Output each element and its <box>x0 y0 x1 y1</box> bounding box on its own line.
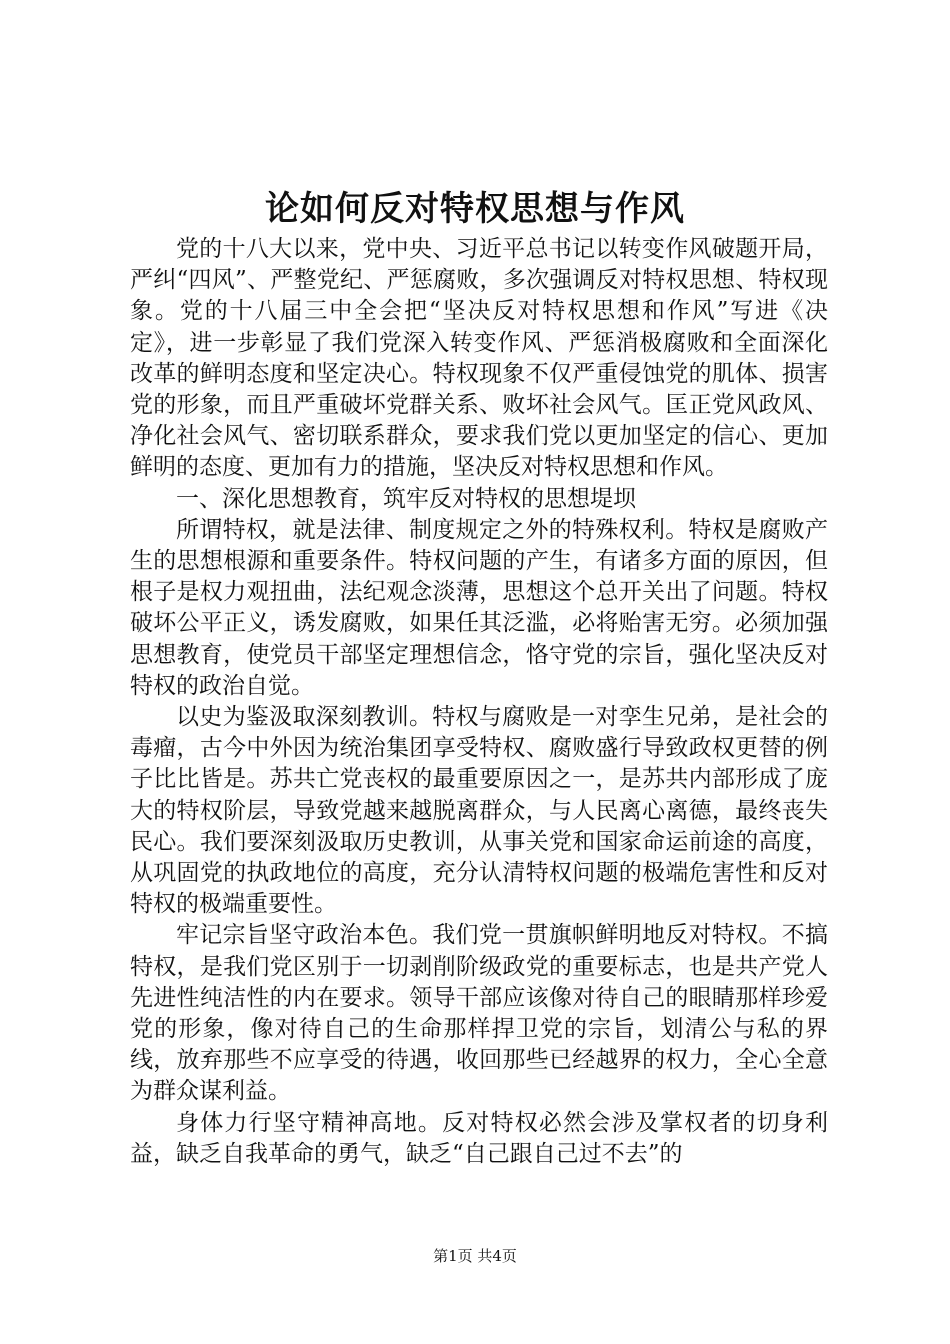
paragraph-practice: 身体力行坚守精神高地。反对特权必然会涉及掌权者的切身利益，缺乏自我革命的勇气，缺乏“自己跟自己过不去”的 <box>130 1109 828 1167</box>
page-number-footer: 第1页 共4页 <box>433 1247 517 1265</box>
paragraph-history: 以史为鉴汲取深刻教训。特权与腐败是一对孪生兄弟，是社会的毒瘤，古今中外因为统治集团享受特权、腐败盛行导致政权更替的例子比比皆是。苏共亡党丧权的最重要原因之一，是苏共内部形成了庞大的特权阶层，导致党越来越脱离群众，与人民离心离德，最终丧失民心。我们要深刻汲取历史教训，从事关党和国家命运前途的高度，从巩固党的执政地位的高度，充分认清特权问题的极端危害性和反对特权的极端重要性。 <box>130 704 828 918</box>
paragraph-definition: 所谓特权，就是法律、制度规定之外的特殊权利。特权是腐败产生的思想根源和重要条件。特权问题的产生，有诸多方面的原因，但根子是权力观扭曲，法纪观念淡薄，思想这个总开关出了问题。特权破坏公平正义，诱发腐败，如果任其泛滥，必将贻害无穷。必须加强思想教育，使党员干部坚定理想信念，恪守党的宗旨，强化坚决反对特权的政治自觉。 <box>130 516 828 699</box>
paragraph-intro: 党的十八大以来，党中央、习近平总书记以转变作风破题开局，严纠“四风”、严整党纪、严惩腐败，多次强调反对特权思想、特权现象。党的十八届三中全会把“坚决反对特权思想和作风”写进《决定》，进一步彰显了我们党深入转变作风、严惩消极腐败和全面深化改革的鲜明态度和坚定决心。特权现象不仅严重侵蚀党的肌体、损害党的形象，而且严重破坏党群关系、败坏社会风气。匡正党风政风、净化社会风气、密切联系群众，要求我们党以更加坚定的信心、更加鲜明的态度、更加有力的措施，坚决反对特权思想和作风。 <box>130 236 828 481</box>
document-body <box>130 234 828 1170</box>
section-heading-1: 一、深化思想教育，筑牢反对特权的思想堤坝 <box>176 485 636 512</box>
paragraph-purpose: 牢记宗旨坚守政治本色。我们党一贯旗帜鲜明地反对特权。不搞特权，是我们党区别于一切剥削阶级政党的重要标志，也是共产党人先进性纯洁性的内在要求。领导干部应该像对待自己的眼睛那样珍爱党的形象，像对待自己的生命那样捍卫党的宗旨，划清公与私的界线，放弃那些不应享受的待遇，收回那些已经越界的权力，全心全意为群众谋利益。 <box>130 922 828 1105</box>
document-title: 论如何反对特权思想与作风 <box>265 189 685 229</box>
